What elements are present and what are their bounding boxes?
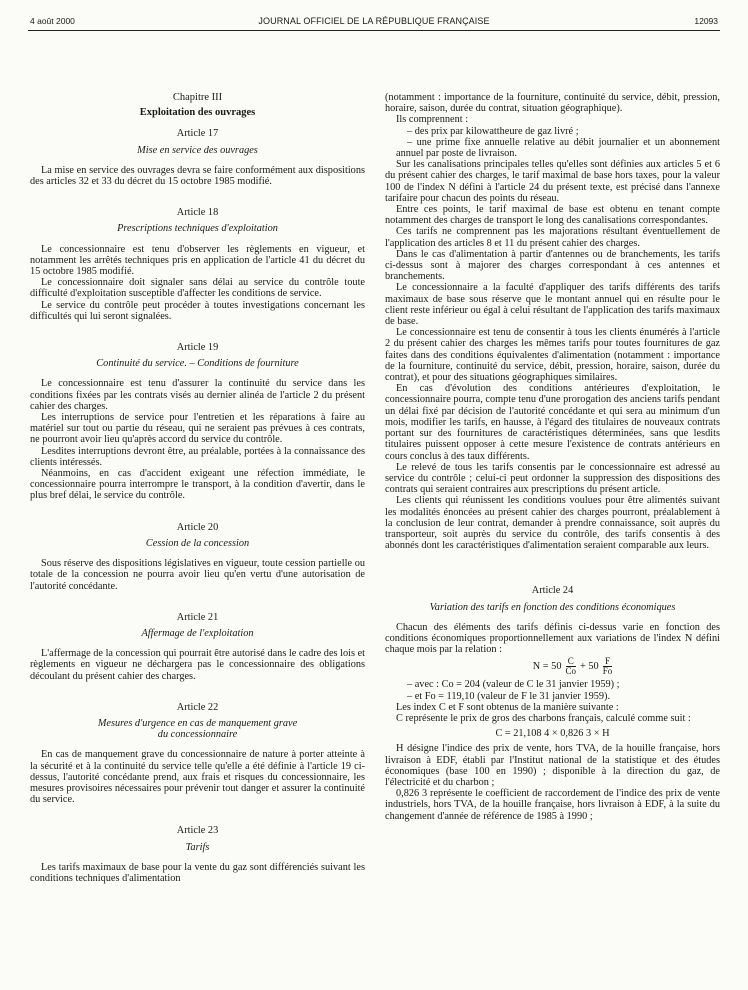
list-item: – des prix par kilowattheure de gaz livré ; <box>407 125 579 137</box>
paragraph: Chacun des éléments des tarifs définis ci-dessus varie en fonction des conditions économiques proportionnellement aux variations de l'index N défini chaque mois par la relation : <box>385 621 720 656</box>
paragraph: Le concessionnaire a la faculté d'appliquer des tarifs différents des tarifs maximaux de base sous réserve que le montant annuel qui en résulte pour le client reste inférieur ou égal à celui résultant de l'application des tarifs maximaux de base. <box>385 282 720 328</box>
article-21-title: Article 21 <box>176 611 219 623</box>
paragraph: En cas d'évolution des conditions antérieures d'exploitation, le concessionnaire pourra, compte tenu d'une prorogation des anciens tarifs pendant un délai fixé par décision de l'autorité concédante et qui sera au minimum d'un mois, modifier les tarifs, en hausse, à l'égard des titulaires de nouveaux contrats portant sur des fournitures de caractéristiques déterminées, sans que lesdits titulaires puissent opposer à cette mesure l'existence de contrats antérieurs en cours conclus à des taux différents. <box>385 383 720 462</box>
index-formula <box>425 657 720 676</box>
paragraph: H désigne l'indice des prix de vente, hors TVA, de la houille française, hors livraison à EDF, établi par l'Institut national de la statistique et des études économiques (base 100 en 1990) ; disponible à la direction du gaz, de l'électricité et du charbon ; <box>385 743 720 788</box>
paragraph: Sous réserve des dispositions législatives en vigueur, toute cession partielle ou totale de la concession ne pourra avoir lieu qu'en vertu d'une autorisation de l'autorité concédante. <box>30 558 365 592</box>
article-22-title: Article 22 <box>176 701 219 713</box>
paragraph: L'affermage de la concession qui pourrait être autorisé dans le cadre des lois et règlements en vigueur ne déchargera pas le concessionnaire des obligations découlant du présent cahier des charges. <box>30 648 365 682</box>
paragraph: Ils comprennent : <box>396 114 469 126</box>
paragraph: (notamment : importance de la fourniture, continuité du service, débit, pression, horaire, saison, durée du contrat, situation géographique). <box>385 92 720 115</box>
article-20-subtitle: Cession de la concession <box>145 537 250 549</box>
paragraph: Le concessionnaire est tenu d'assurer la continuité du service dans les conditions fixées par les contrats visés au dernier alinéa de l'article 2 du présent cahier des charges. <box>30 378 365 412</box>
paragraph: Les index C et F sont obtenus de la manière suivante : <box>396 701 619 713</box>
article-18-subtitle: Prescriptions techniques d'exploitation <box>117 223 278 235</box>
paragraph: C représente le prix de gros des charbons français, calculé comme suit : <box>396 712 691 724</box>
paragraph: Néanmoins, en cas d'accident exigeant une réfection immédiate, le concessionnaire pourra interrompre le transport, à la condition d'avertir, dans le plus bref délai, le service du contrôle. <box>30 468 365 502</box>
paragraph: Le concessionnaire est tenu de consentir à tous les clients énumérés à l'article 2 du présent cahier des charges les mêmes tarifs pour toutes fournitures de gaz faites dans des conditions équivalentes d'alimentation (notamment : importance de la fourniture, continuité du service, débit, pression, horaire, saison, durée du contrat), et pour des situations géographiques similaires. <box>385 327 720 384</box>
paragraph: Ces tarifs ne comprennent pas les majorations résultant éventuellement de l'application des articles 8 et 11 du présent cahier des charges. <box>385 226 720 249</box>
article-17-subtitle: Mise en service des ouvrages <box>137 144 258 156</box>
paragraph: En cas de manquement grave du concessionnaire de nature à porter atteinte à la sécurité et à la continuité du service telle qu'elle a été définie à l'article 19 ci-dessus, l'autorité concédante prend, aux frais et risques du concessionnaire, les mesures provisoires nécessaires pour prévenir tout danger et assurer la continuité du service. <box>30 749 365 806</box>
header-rule <box>28 30 720 31</box>
article-22-subtitle: Mesures d'urgence en cas de manquement grave <box>97 717 298 729</box>
header-date: 4 août 2000 <box>30 16 75 26</box>
formula-plus: + 50 <box>580 661 599 673</box>
article-22-subtitle-2: du concessionnaire <box>157 729 238 741</box>
fraction-c <box>565 657 576 676</box>
paragraph: Sur les canalisations principales telles qu'elles sont définies aux articles 5 et 6 du présent cahier des charges, le tarif maximal de base hors taxes, pour la valeur 100 de l'index N défini à l'article 24 du présent texte, est précisé dans l'annexe tarifaire pour chacun des points du réseau. <box>385 159 720 204</box>
paragraph: Le service du contrôle peut procéder à toutes investigations concernant les difficultés qui lui seront signalées. <box>30 299 365 322</box>
journal-title: JOURNAL OFFICIEL DE LA RÉPUBLIQUE FRANÇAISE <box>258 16 490 26</box>
paragraph: 0,826 3 représente le coefficient de raccordement de l'indice des prix de vente industriels, hors TVA, de la houille française, hors livraison à EDF, à la suite du changement d'année de référence de 1985 à 1990 ; <box>385 788 720 822</box>
list-item: – une prime fixe annuelle relative au débit journalier et un abonnement annuel par poste de livraison. <box>396 136 720 160</box>
paragraph: Le concessionnaire doit signaler sans délai au service du contrôle toute difficulté d'exploitation susceptible d'affecter les conditions de service. <box>30 277 365 300</box>
fraction-numerator: C <box>567 656 574 667</box>
paragraph: Entre ces points, le tarif maximal de base est obtenu en tenant compte notamment des charges de transport le long des canalisations correspondantes. <box>385 204 720 227</box>
article-19-title: Article 19 <box>176 342 219 354</box>
paragraph: Les clients qui réunissent les conditions voulues pour être alimentés suivant les modalités énoncées au présent cahier des charges pourront, préalablement à la conclusion de leur contrat, demander à prendre connaissance, soit auprès du transporteur, soit auprès du service du contrôle, des tarifs consentis à des abonnés dont les caractéristiques d'alimentation seraient comparable aux leurs. <box>385 495 720 552</box>
article-20-title: Article 20 <box>176 521 219 533</box>
page-header <box>0 16 748 30</box>
paragraph: Lesdites interruptions devront être, au préalable, portées à la connaissance des clients intéressés. <box>30 445 365 468</box>
fraction-f <box>603 657 613 676</box>
left-column <box>30 86 365 884</box>
paragraph: Le relevé de tous les tarifs consentis par le concessionnaire est adressé au service du contrôle ; celui-ci peut ordonner la suppression des dispositions des contrats qui seraient contraires aux prescriptions du présent article. <box>385 461 720 496</box>
paragraph: Le concessionnaire est tenu d'observer les règlements en vigueur, et notamment les arrêtés techniques pris en application de l'article 41 du décret du 15 octobre 1985 modifié. <box>30 243 365 278</box>
formula-lhs: N = 50 <box>532 661 562 673</box>
article-19-subtitle: Continuité du service. – Conditions de fourniture <box>96 358 299 370</box>
article-17-title: Article 17 <box>176 128 219 140</box>
list-item: – avec : Co = 204 (valeur de C le 31 janvier 1959) ; <box>407 679 620 691</box>
chapter-heading: Chapitre III <box>172 92 223 103</box>
fraction-denominator: Co <box>565 666 576 677</box>
article-18-title: Article 18 <box>176 207 219 219</box>
paragraph: Les interruptions de service pour l'entretien et les réparations à faire au matériel sur tout ou partie du réseau, qui ne seraient pas prévues à ces contrats, ne pourront avoir lieu qu'après accord du service du contrôle. <box>30 412 365 446</box>
chapter-title: Exploitation des ouvrages <box>139 107 256 119</box>
paragraph: Dans le cas d'alimentation à partir d'antennes ou de branchements, les tarifs ci-dessus sont à majorer des charges correspondant à ces antennes et branchements. <box>385 248 720 283</box>
right-column <box>385 92 720 822</box>
paragraph: Les tarifs maximaux de base pour la vente du gaz sont différenciés suivant les conditions techniques d'alimentation <box>30 861 365 884</box>
page-number: 12093 <box>694 16 718 26</box>
coal-price-formula: C = 21,108 4 × 0,826 3 × H <box>495 728 610 740</box>
article-23-title: Article 23 <box>176 825 219 837</box>
article-21-subtitle: Affermage de l'exploitation <box>141 627 254 639</box>
fraction-denominator: Fo <box>602 666 613 677</box>
paragraph: La mise en service des ouvrages devra se faire conformément aux dispositions des articles 32 et 33 du décret du 15 octobre 1985 modifié. <box>30 164 365 188</box>
fraction-numerator: F <box>604 656 610 667</box>
article-23-subtitle: Tarifs <box>185 841 210 853</box>
article-24-title: Article 24 <box>531 585 574 597</box>
article-24-subtitle: Variation des tarifs en fonction des conditions économiques <box>429 601 676 613</box>
list-item: – et Fo = 119,10 (valeur de F le 31 janvier 1959). <box>407 690 611 702</box>
